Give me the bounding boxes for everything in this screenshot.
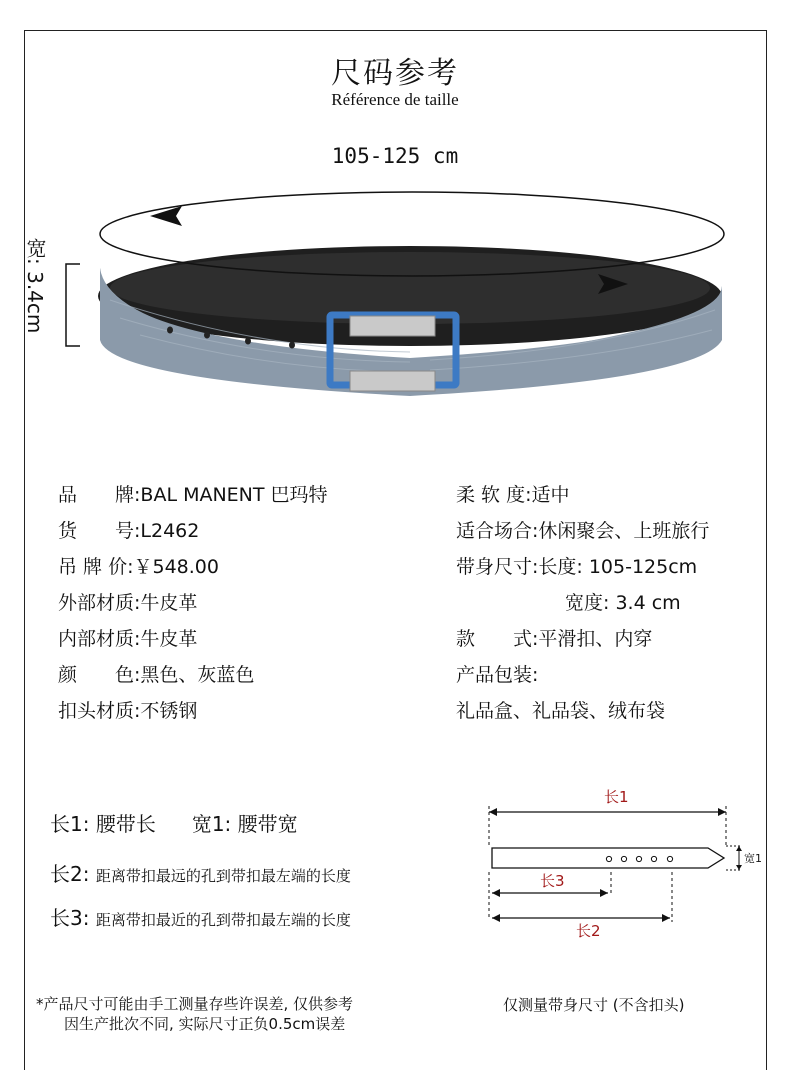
- len1-label: 长1: [604, 788, 629, 806]
- legend-length1-width1: 长1: 腰带长 宽1: 腰带宽: [50, 812, 298, 836]
- spec-price: 吊 牌 价:￥548.00: [58, 556, 219, 578]
- buckle-plate: [350, 371, 435, 391]
- width-bracket: [66, 264, 80, 346]
- measure-note: 仅测量带身尺寸 (不含扣头): [503, 996, 685, 1014]
- spec-item-number: 货 号:L2462: [58, 520, 200, 542]
- wid1-label: 宽1: [744, 852, 762, 865]
- spec-brand: 品 牌:BAL MANENT 巴玛特: [58, 484, 328, 506]
- len2-label: 长2: [576, 922, 601, 940]
- page-subtitle: Référence de taille: [331, 90, 459, 109]
- belt-image: [0, 190, 790, 410]
- disclaimer-line1: *产品尺寸可能由手工测量存些许误差, 仅供参考: [36, 995, 354, 1013]
- legend-length3: 长3: 距离带扣最近的孔到带扣最左端的长度: [50, 906, 351, 930]
- spec-packaging-items: 礼品盒、礼品袋、绒布袋: [456, 700, 666, 722]
- spec-outer-material: 外部材质:牛皮革: [58, 592, 198, 614]
- spec-body-width: 宽度: 3.4 cm: [565, 592, 681, 614]
- page-title: 尺码参考: [331, 56, 459, 91]
- spec-occasion: 适合场合:休闲聚会、上班旅行: [456, 520, 710, 542]
- spec-style: 款 式:平滑扣、内穿: [456, 628, 653, 650]
- buckle-plate: [350, 316, 435, 336]
- belt-hole: [204, 332, 210, 339]
- disclaimer-line2: 因生产批次不同, 实际尺寸正负0.5cm误差: [64, 1015, 346, 1033]
- len3-label: 长3: [540, 872, 565, 890]
- belt-hole: [245, 338, 251, 345]
- measurement-diagram: [480, 780, 770, 950]
- spec-color: 颜 色:黑色、灰蓝色: [58, 664, 255, 686]
- width-label: 宽: 3.4cm: [23, 238, 47, 334]
- spec-buckle-material: 扣头材质:不锈钢: [58, 700, 198, 722]
- spec-softness: 柔 软 度:适中: [456, 484, 570, 506]
- belt-hole: [289, 342, 295, 349]
- legend-length2: 长2: 距离带扣最远的孔到带扣最左端的长度: [50, 862, 351, 886]
- spec-packaging: 产品包装:: [456, 664, 539, 686]
- diagram-belt: [492, 848, 724, 868]
- length-range: 105-125 cm: [331, 144, 459, 168]
- arrow-left-icon: [150, 206, 182, 226]
- belt-hole: [167, 327, 173, 334]
- disclaimer-note: [36, 994, 353, 1034]
- spec-inner-material: 内部材质:牛皮革: [58, 628, 198, 650]
- spec-body-size: 带身尺寸:长度: 105-125cm: [456, 556, 698, 578]
